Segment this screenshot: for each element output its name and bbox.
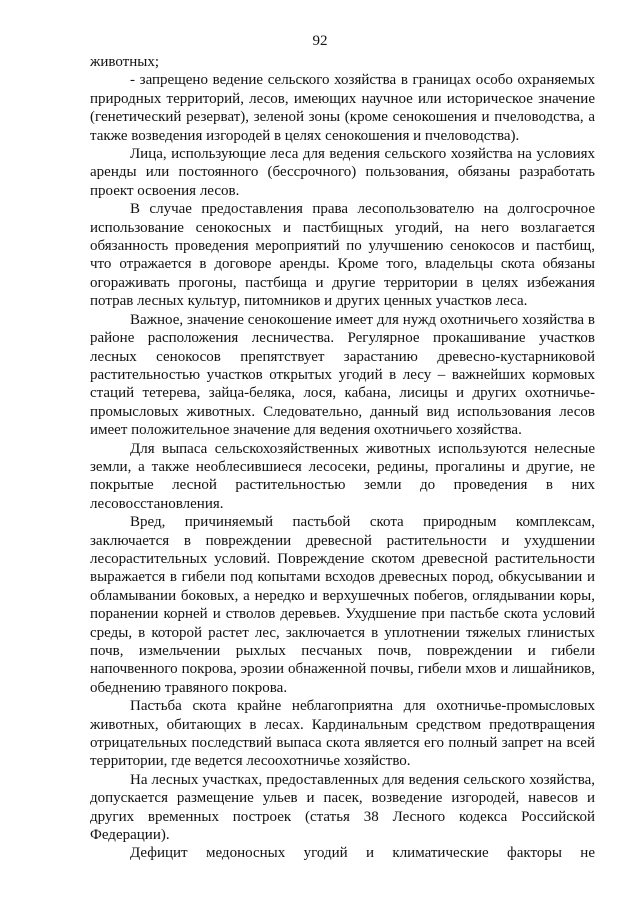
paragraph-restriction-item: - запрещено ведение сельского хозяйства в границах особо охраняемых природных территорий, лесов, имеющих научное или историческое значение (генетический резерват), зеленой зоны (кроме сенокошения и пчеловодства, а также возведения изгородей в целях сенокошения и пчеловодства). bbox=[90, 72, 595, 144]
paragraph-haymaking-hunting: Важное, значение сенокошение имеет для нужд охотничьего хозяйства в районе расположения лесничества. Регулярное прокашивание участков лесных сенокосов препятствует зарастанию древесно-кустарниковой растительностью участков открытых угодий в лесу – важнейших кормовых стаций тетерева, зайца-беляка, лося, кабана, лисицы и других охотничье-промысловых животных. Следовательно, данный вид использования лесов имеет положительное значение для ведения охотничьего хозяйства. bbox=[90, 311, 595, 439]
paragraph-grazing-lands: Для выпаса сельскохозяйственных животных используются нелесные земли, а также необлесившиеся лесосеки, редины, прогалины и другие, не покрытые лесной растительностью земли до проведения в них лесовосстановления. bbox=[90, 440, 595, 512]
paragraph-forest-use-obligation: Лица, использующие леса для ведения сельского хозяйства на условиях аренды или постоянного (бессрочного) пользования, обязаны разработать проект освоения лесов. bbox=[90, 146, 595, 199]
paragraph-haymaking-rights: В случае предоставления права лесопользователю на долгосрочное использование сенокосных и пастбищных угодий, на него возлагается обязанность проведения мероприятий по улучшению сенокосов и пастбищ, что отражается в договоре аренды. Кроме того, владельцы скота обязаны огораживать прогоны, пастбища и другие территории в целях избежания потрав лесных культур, питомников и других ценных участков леса. bbox=[90, 201, 595, 310]
page-number: 92 bbox=[312, 33, 328, 49]
paragraph-honey-deficit: Дефицит медоносных угодий и климатические факторы не bbox=[130, 845, 595, 862]
paragraph-continuation: животных; bbox=[90, 54, 160, 70]
paragraph-apiaries: На лесных участках, предоставленных для ведения сельского хозяйства, допускается размещение ульев и пасек, возведение изгородей, навесов и других временных построек (статья 38 Лесного кодекса Российской Федерации). bbox=[90, 771, 595, 844]
document-body bbox=[90, 53, 595, 863]
paragraph-grazing-damage: Вред, причиняемый пастьбой скота природным комплексам, заключается в повреждении древесной растительности и ухудшении лесорастительных условий. Повреждение скотом древесной растительности выражается в гибели под копытами всходов древесных пород, обкусывании и обламывании боковых, а нередко и верхушечных побегов, оглядывании коры, поранении корней и стволов деревьев. Ухудшение при пастьбе скота условий среды, в которой растет лес, заключается в уплотнении тяжелых глинистых почв, измельчении рыхлых песчаных почв, повреждении и гибели напочвенного покрова, эрозии обнаженной почвы, гибели мхов и лишайников, обеднению травяного покрова. bbox=[90, 514, 595, 696]
paragraph-grazing-wildlife: Пастьба скота крайне неблагоприятна для охотничье-промысловых животных, обитающих в лесах. Кардинальным средством предотвращения отрицательных последствий выпаса скота является его полный запрет на всей территории, где ведется лесоохотничье хозяйство. bbox=[90, 698, 595, 770]
